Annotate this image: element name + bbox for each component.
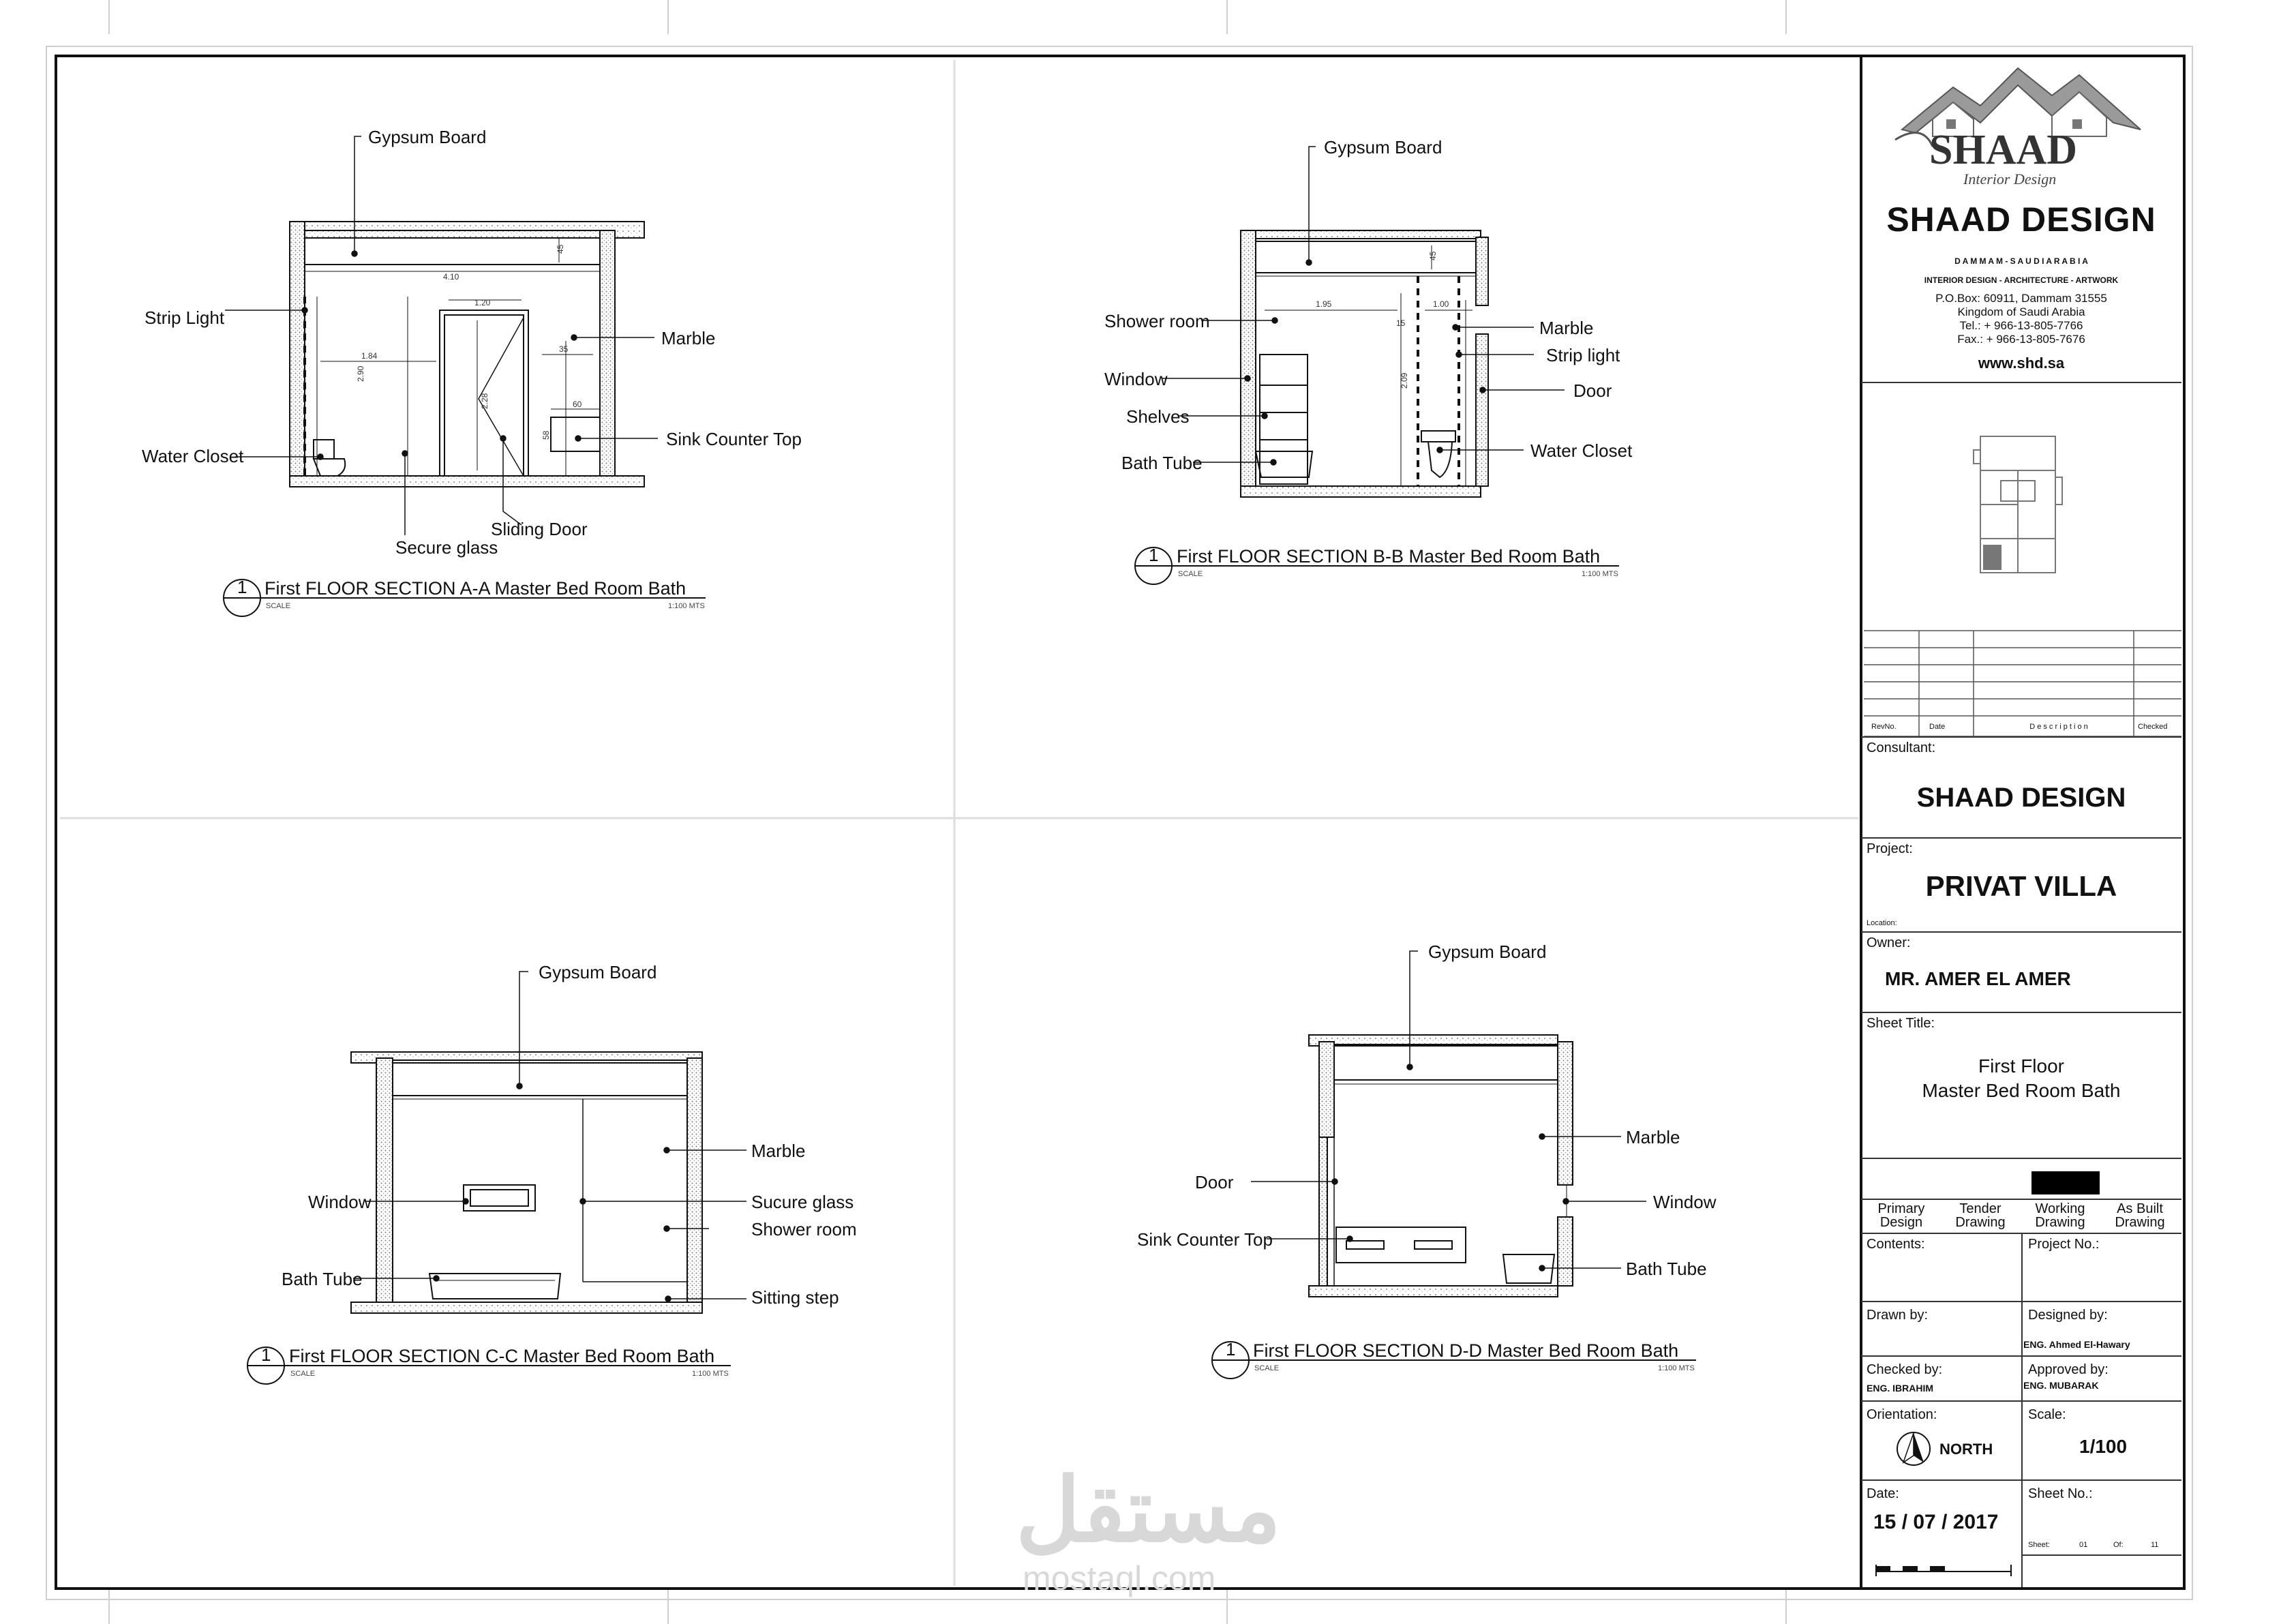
company-address-2: Kingdom of Saudi Arabia xyxy=(1957,305,2085,318)
rev-header-description: D e s c r i p t i o n xyxy=(2029,723,2088,731)
sheet-title-label: Sheet Title: xyxy=(1867,1016,1935,1031)
label-water-closet: Water Closet xyxy=(1530,440,1633,461)
company-services: INTERIOR DESIGN - ARCHITECTURE - ARTWORK xyxy=(1924,275,2119,285)
owner-label: Owner: xyxy=(1867,935,1911,950)
label-window: Window xyxy=(1653,1192,1717,1212)
consultant-label: Consultant: xyxy=(1867,740,1936,755)
section-number: 1 xyxy=(1226,1339,1236,1359)
section-d-d-leaders xyxy=(1251,951,1646,1271)
dim-label: 15 xyxy=(1396,318,1406,328)
company-city: D A M M A M - S A U D I A R A B I A xyxy=(1954,256,2088,266)
stage-working-drawing: Working Drawing xyxy=(2035,1201,2085,1230)
rev-header-checked: Checked xyxy=(2138,723,2168,731)
rev-header-date: Date xyxy=(1929,723,1946,731)
label-sink-counter-top: Sink Counter Top xyxy=(1137,1229,1273,1250)
label-strip-light: Strip light xyxy=(1546,345,1620,365)
label-gypsum-board: Gypsum Board xyxy=(368,127,487,147)
sheet-value: 01 xyxy=(2079,1541,2088,1549)
label-gypsum-board: Gypsum Board xyxy=(539,962,657,982)
dim-label: 2.90 xyxy=(356,365,365,382)
section-c-c-title xyxy=(247,1344,731,1384)
company-name: SHAAD DESIGN xyxy=(1886,200,2156,239)
project-label: Project: xyxy=(1867,841,1913,856)
designed-by-label: Designed by: xyxy=(2028,1308,2108,1323)
watermark-latin: mostaql.com xyxy=(1023,1559,1216,1597)
rev-header-no: RevNo. xyxy=(1871,723,1897,731)
label-marble: Marble xyxy=(1626,1127,1680,1147)
section-number: 1 xyxy=(237,577,247,597)
designed-by-value: ENG. Ahmed El-Hawary xyxy=(2023,1339,2130,1350)
owner-value: MR. AMER EL AMER xyxy=(1885,968,2071,989)
label-gypsum-board: Gypsum Board xyxy=(1428,942,1547,962)
label-strip-light: Strip Light xyxy=(145,307,225,328)
section-d-d-labels xyxy=(1137,942,1717,1279)
location-label: Location: xyxy=(1867,919,1897,927)
section-c-c xyxy=(351,1052,702,1313)
date-value: 15 / 07 / 2017 xyxy=(1873,1511,1999,1533)
section-a-a-title xyxy=(224,577,706,616)
dim-label: 45 xyxy=(1428,251,1438,260)
label-shower-room: Shower room xyxy=(1104,311,1210,331)
scale-value: 1:100 MTS xyxy=(668,602,705,610)
title-block xyxy=(1861,60,2181,1587)
scale-label: SCALE xyxy=(1178,570,1203,578)
section-a-a-labels xyxy=(142,127,802,558)
watermark-arabic: مستقل xyxy=(1016,1460,1282,1560)
section-caption: First FLOOR SECTION A-A Master Bed Room Bath xyxy=(265,578,686,599)
consultant-value: SHAAD DESIGN xyxy=(1916,783,2126,813)
approved-by-label: Approved by: xyxy=(2028,1362,2109,1377)
company-fax: Fax.: + 966-13-805-7676 xyxy=(1957,333,2085,346)
dim-label: 35 xyxy=(559,344,569,354)
of-label: Of: xyxy=(2113,1541,2124,1549)
label-marble: Marble xyxy=(661,328,716,348)
label-sitting-step: Sitting step xyxy=(751,1287,839,1308)
label-bath-tube: Bath Tube xyxy=(1121,453,1203,473)
scale-value: 1:100 MTS xyxy=(1582,570,1618,578)
section-caption: First FLOOR SECTION D-D Master Bed Room Bath xyxy=(1253,1340,1679,1361)
scale-label: SCALE xyxy=(1254,1364,1280,1372)
sheet-title-line-2: Master Bed Room Bath xyxy=(1922,1080,2121,1101)
dim-label: 1.00 xyxy=(1433,299,1449,309)
section-d-d-title xyxy=(1212,1339,1696,1379)
label-sliding-door: Sliding Door xyxy=(491,519,588,539)
project-value: PRIVAT VILLA xyxy=(1925,870,2117,902)
section-b-b xyxy=(1241,230,1488,497)
section-a-a-dims xyxy=(356,244,582,440)
dim-label: 1.20 xyxy=(474,298,491,307)
stage-as-built-drawing: As Built Drawing xyxy=(2115,1201,2165,1230)
scale-label: Scale: xyxy=(2028,1407,2066,1422)
contents-label: Contents: xyxy=(1867,1237,1925,1252)
scale-value: 1:100 MTS xyxy=(692,1370,729,1378)
label-marble: Marble xyxy=(751,1141,806,1161)
section-caption: First FLOOR SECTION B-B Master Bed Room Bath xyxy=(1177,546,1601,567)
logo-sub: Interior Design xyxy=(1963,170,2057,187)
approved-by-value: ENG. MUBARAK xyxy=(2023,1380,2099,1391)
sheet-title-line-1: First Floor xyxy=(1978,1055,2064,1077)
scale-label: SCALE xyxy=(266,602,291,610)
label-water-closet: Water Closet xyxy=(142,446,244,466)
section-caption: First FLOOR SECTION C-C Master Bed Room Bath xyxy=(289,1346,715,1366)
section-b-b-title xyxy=(1135,545,1619,584)
label-door: Door xyxy=(1195,1172,1234,1192)
dim-label: 4.10 xyxy=(443,272,459,282)
dim-label: 45 xyxy=(556,244,565,254)
section-number: 1 xyxy=(1149,545,1159,565)
scale-label: SCALE xyxy=(290,1370,316,1378)
sheet-label: Sheet: xyxy=(2028,1541,2050,1549)
dim-label: 2.28 xyxy=(480,393,489,409)
label-shelves: Shelves xyxy=(1126,406,1190,427)
label-bath-tube: Bath Tube xyxy=(1626,1259,1707,1279)
checked-by-value: ENG. IBRAHIM xyxy=(1867,1383,1933,1394)
stage-primary-design: Primary Design xyxy=(1877,1201,1925,1230)
label-window: Window xyxy=(308,1192,372,1212)
date-label: Date: xyxy=(1867,1486,1899,1501)
orientation-label: Orientation: xyxy=(1867,1407,1937,1422)
dim-label: 2.09 xyxy=(1400,372,1409,389)
logo-text: SHAAD xyxy=(1929,127,2078,173)
label-shower-room: Shower room xyxy=(751,1219,857,1239)
drawn-by-label: Drawn by: xyxy=(1867,1308,1929,1323)
stage-tender-drawing: Tender Drawing xyxy=(1955,1201,2006,1230)
label-door: Door xyxy=(1573,380,1612,401)
orientation-value: NORTH xyxy=(1939,1441,1993,1458)
dim-label: 1.84 xyxy=(361,351,378,361)
company-website[interactable]: www.shd.sa xyxy=(1978,355,2065,372)
scale-value: 1/100 xyxy=(2079,1436,2128,1457)
label-marble: Marble xyxy=(1539,318,1594,338)
section-c-c-labels xyxy=(282,962,857,1308)
section-a-a xyxy=(290,222,644,487)
label-bath-tube: Bath Tube xyxy=(282,1269,363,1289)
company-tel: Tel.: + 966-13-805-7766 xyxy=(1959,319,2083,332)
label-sink-counter-top: Sink Counter Top xyxy=(666,429,802,449)
scale-value: 1:100 MTS xyxy=(1658,1364,1695,1372)
dim-label: 60 xyxy=(573,400,582,409)
sheet-no-label: Sheet No.: xyxy=(2028,1486,2093,1501)
label-window: Window xyxy=(1104,369,1168,389)
label-secure-glass: Secure glass xyxy=(395,537,498,558)
label-gypsum-board: Gypsum Board xyxy=(1324,137,1442,157)
label-sucure-glass: Sucure glass xyxy=(751,1192,854,1212)
dim-label: 58 xyxy=(541,430,551,440)
section-d-d xyxy=(1309,1035,1573,1297)
section-b-b-labels xyxy=(1104,137,1633,473)
section-b-b-leaders xyxy=(1162,147,1565,465)
checked-by-label: Checked by: xyxy=(1867,1362,1943,1377)
section-b-b-dims xyxy=(1316,251,1449,389)
company-address-1: P.O.Box: 60911, Dammam 31555 xyxy=(1935,292,2107,305)
project-no-label: Project No.: xyxy=(2028,1237,2100,1252)
of-value: 11 xyxy=(2151,1541,2159,1549)
dim-label: 1.95 xyxy=(1316,299,1332,309)
section-number: 1 xyxy=(261,1344,271,1365)
